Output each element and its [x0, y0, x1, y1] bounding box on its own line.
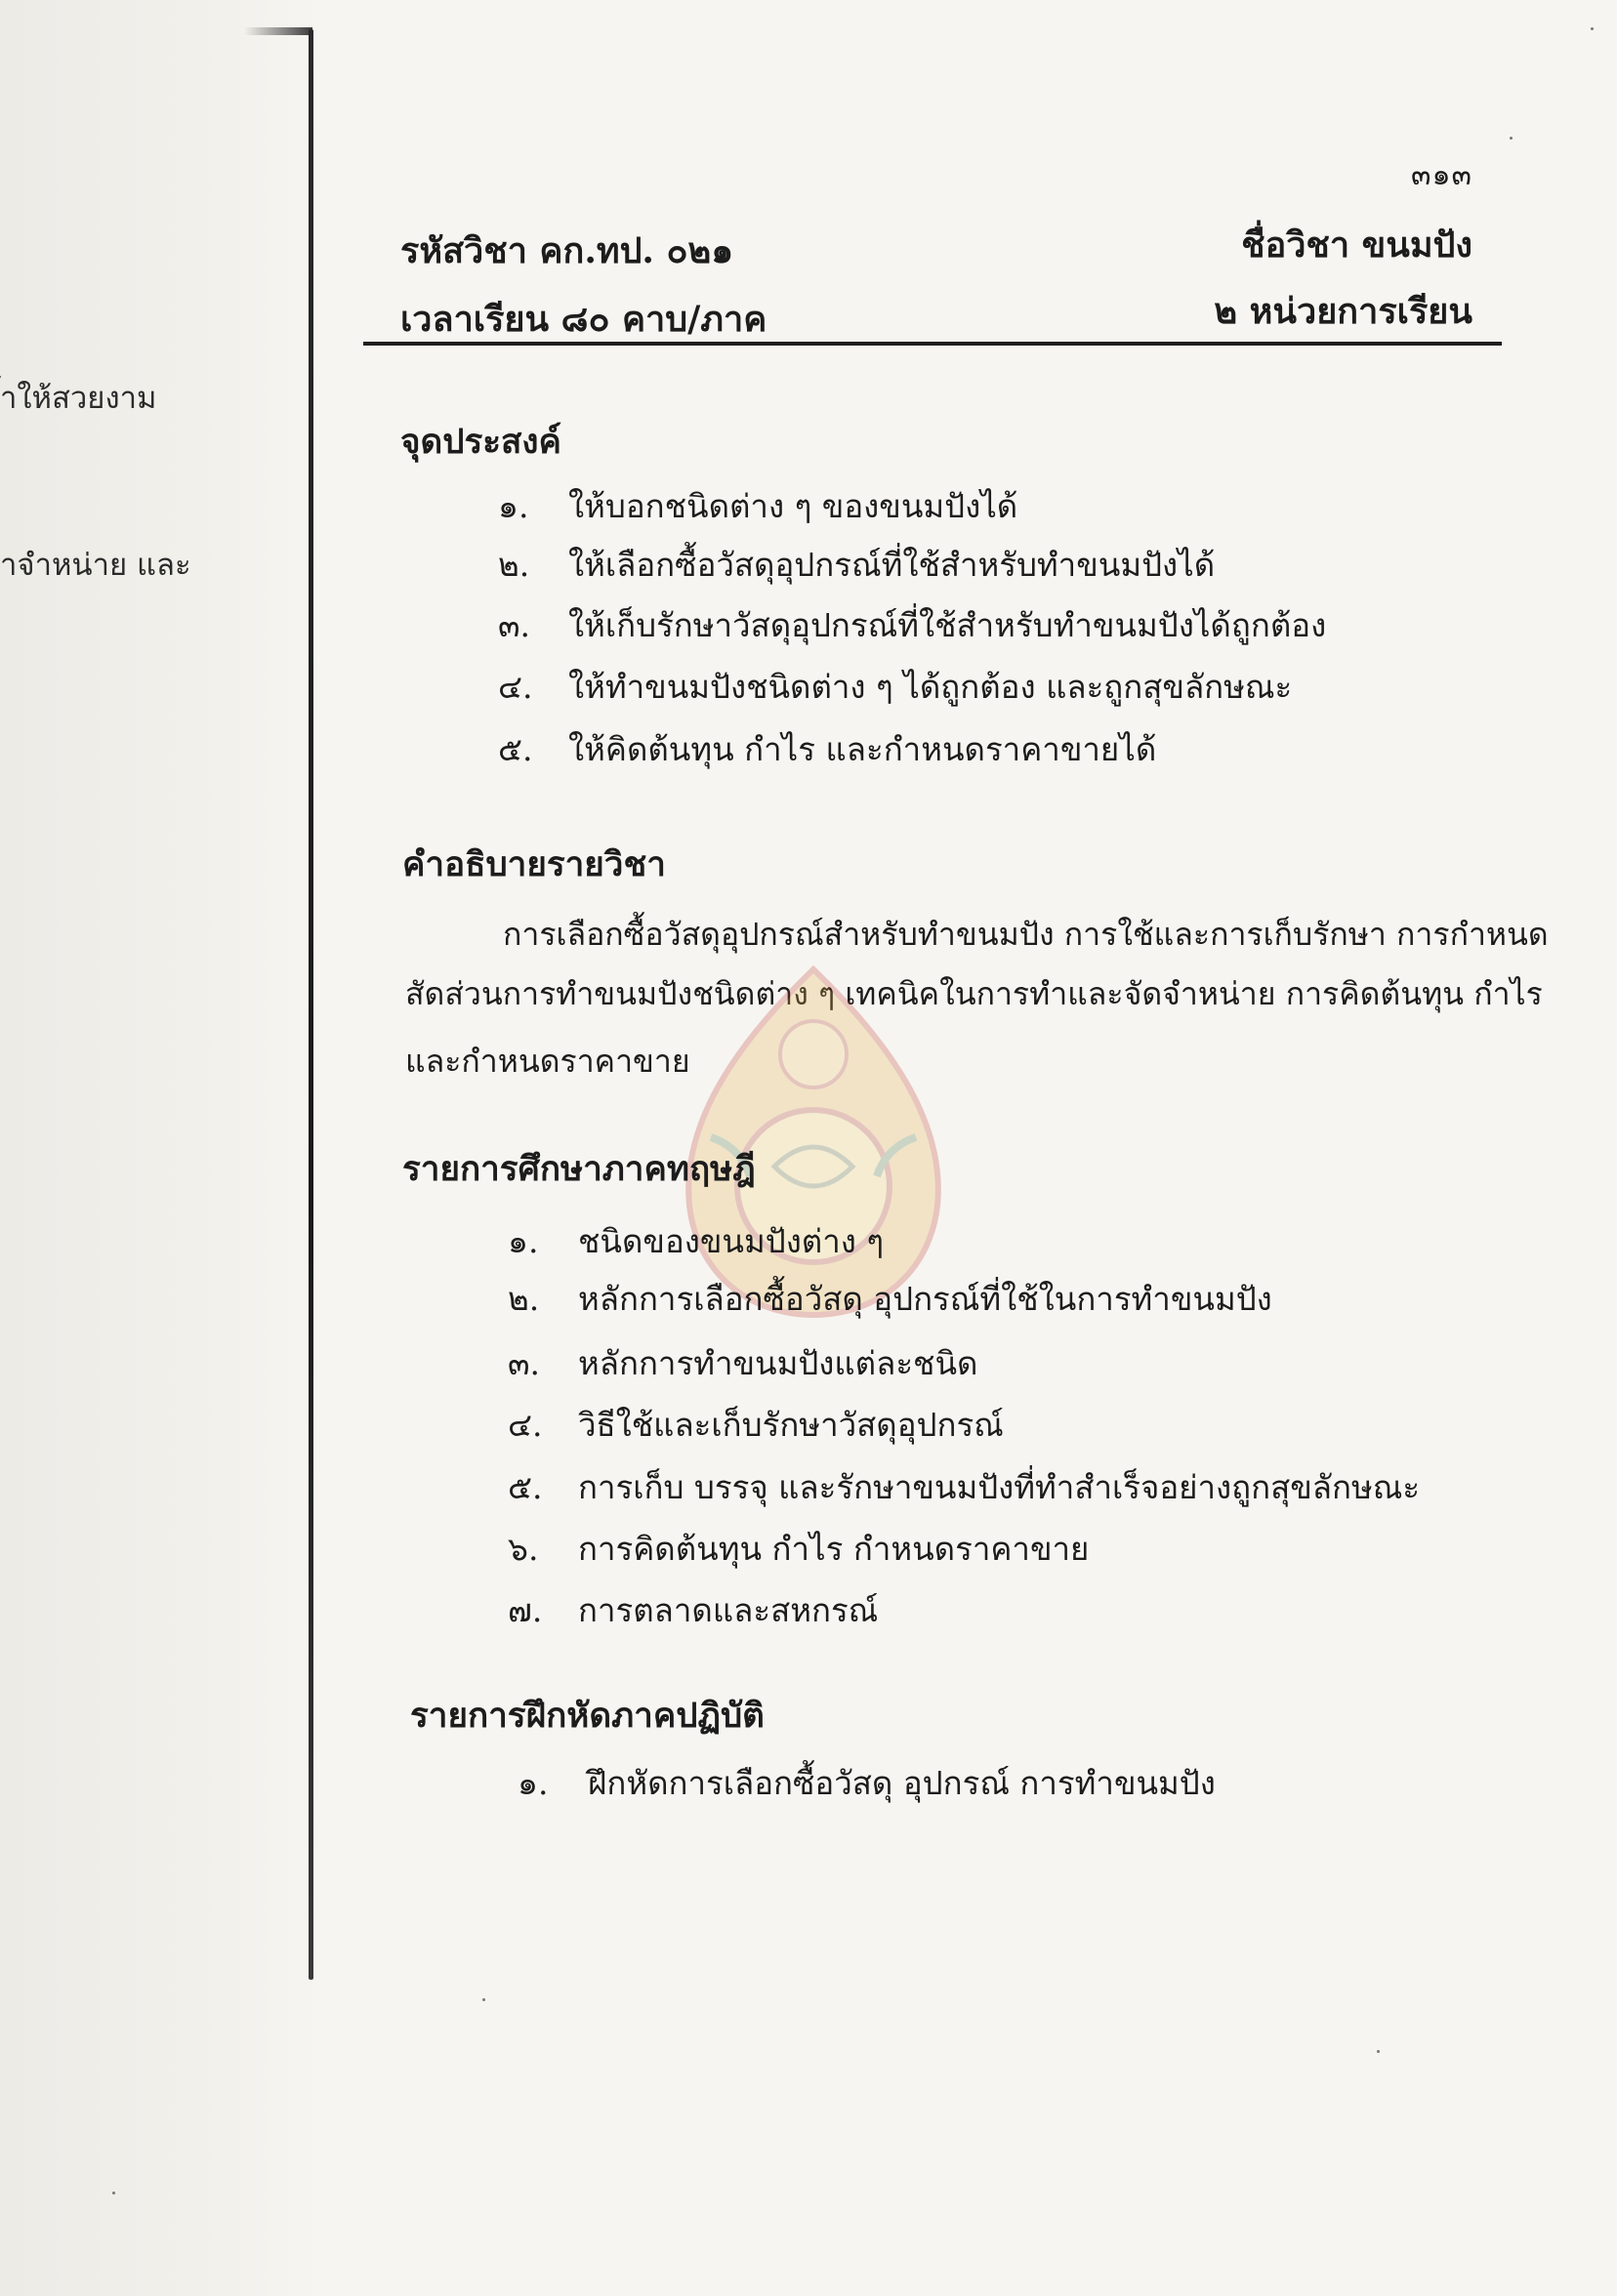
theory-item: [508, 1215, 884, 1267]
item-text: ให้คิดต้นทุน กำไร และกำหนดราคาขายได้: [568, 730, 1157, 768]
theory-item: [508, 1399, 1004, 1451]
item-number: ๔.: [508, 1406, 543, 1444]
item-number: ๑.: [518, 1764, 549, 1802]
objective-item: [498, 480, 1017, 532]
credits: ๒ หน่วยการเรียน: [1214, 291, 1472, 332]
description-line: และกำหนดราคาขาย: [405, 1043, 690, 1080]
item-number: ๓.: [498, 606, 531, 644]
course-code: รหัสวิชา คก.ทป. ๐๒๑: [400, 230, 734, 271]
page-number: ๓๑๓: [1410, 158, 1472, 192]
scan-speck: [482, 1998, 485, 2001]
item-number: ๓.: [508, 1344, 541, 1382]
scan-speck: [112, 2192, 115, 2194]
item-text: ให้เก็บรักษาวัสดุอุปกรณ์ที่ใช้สำหรับทำขนมปังได้ถูกต้อง: [568, 606, 1327, 644]
item-number: ๖.: [508, 1530, 539, 1568]
previous-page-fragment-1: ้าให้สวยงาม: [0, 381, 157, 416]
theory-item: [508, 1273, 1272, 1325]
objective-item: [498, 539, 1215, 591]
binding-edge-top: [244, 27, 312, 35]
objective-item: [498, 723, 1156, 775]
item-number: ๔.: [498, 668, 533, 706]
item-number: ๒.: [498, 546, 530, 584]
item-text: หลักการเลือกซื้อวัสดุ อุปกรณ์ที่ใช้ในการทำขนมปัง: [578, 1280, 1272, 1318]
header-rule: [363, 342, 1502, 346]
item-text: ให้บอกชนิดต่าง ๆ ของขนมปังได้: [568, 487, 1018, 525]
item-number: ๒.: [508, 1280, 540, 1318]
description-title: คำอธิบายรายวิชา: [402, 844, 666, 884]
item-text: ฝึกหัดการเลือกซื้อวัสดุ อุปกรณ์ การทำขนมปัง: [588, 1764, 1216, 1802]
item-text: ชนิดของขนมปังต่าง ๆ: [578, 1222, 885, 1260]
previous-page-fragment-2: าจำหน่าย และ: [0, 548, 191, 583]
scan-speck: [1377, 2050, 1380, 2053]
item-text: การตลาดและสหกรณ์: [578, 1591, 879, 1629]
theory-item: [508, 1461, 1420, 1513]
theory-item: [508, 1584, 878, 1636]
description-line: การเลือกซื้อวัสดุอุปกรณ์สำหรับทำขนมปัง การใช้และการเก็บรักษา การกำหนด: [503, 916, 1549, 953]
objective-item: [498, 661, 1292, 713]
scan-speck: [1591, 27, 1594, 30]
item-number: ๕.: [498, 730, 533, 768]
item-text: ให้ทำขนมปังชนิดต่าง ๆ ได้ถูกต้อง และถูกสุขลักษณะ: [568, 668, 1293, 706]
practice-title: รายการฝึกหัดภาคปฏิบัติ: [410, 1696, 765, 1736]
item-text: การเก็บ บรรจุ และรักษาขนมปังที่ทำสำเร็จอย่างถูกสุขลักษณะ: [578, 1468, 1421, 1506]
item-number: ๑.: [508, 1222, 539, 1260]
practice-item: [518, 1757, 1216, 1809]
item-number: ๗.: [508, 1591, 543, 1629]
study-time: เวลาเรียน ๘๐ คาบ/ภาค: [400, 299, 767, 340]
theory-item: [508, 1523, 1089, 1575]
item-text: หลักการทำขนมปังแต่ละชนิด: [578, 1344, 978, 1382]
item-text: วิธีใช้และเก็บรักษาวัสดุอุปกรณ์: [578, 1406, 1004, 1444]
objective-item: [498, 599, 1326, 651]
item-number: ๑.: [498, 487, 529, 525]
item-text: การคิดต้นทุน กำไร กำหนดราคาขาย: [578, 1530, 1090, 1568]
item-text: ให้เลือกซื้อวัสดุอุปกรณ์ที่ใช้สำหรับทำขนมปังได้: [568, 546, 1216, 584]
course-name: ชื่อวิชา ขนมปัง: [1241, 225, 1472, 266]
theory-title: รายการศึกษาภาคทฤษฎี: [402, 1149, 756, 1189]
binding-shadow: [0, 0, 322, 2296]
description-line: สัดส่วนการทำขนมปังชนิดต่าง ๆ เทคนิคในการทำและจัดจำหน่าย การคิดต้นทุน กำไร: [405, 975, 1543, 1012]
objectives-title: จุดประสงค์: [400, 422, 561, 462]
binding-spine: [309, 29, 313, 1980]
scan-speck: [1510, 137, 1513, 140]
theory-item: [508, 1337, 977, 1389]
item-number: ๕.: [508, 1468, 543, 1506]
